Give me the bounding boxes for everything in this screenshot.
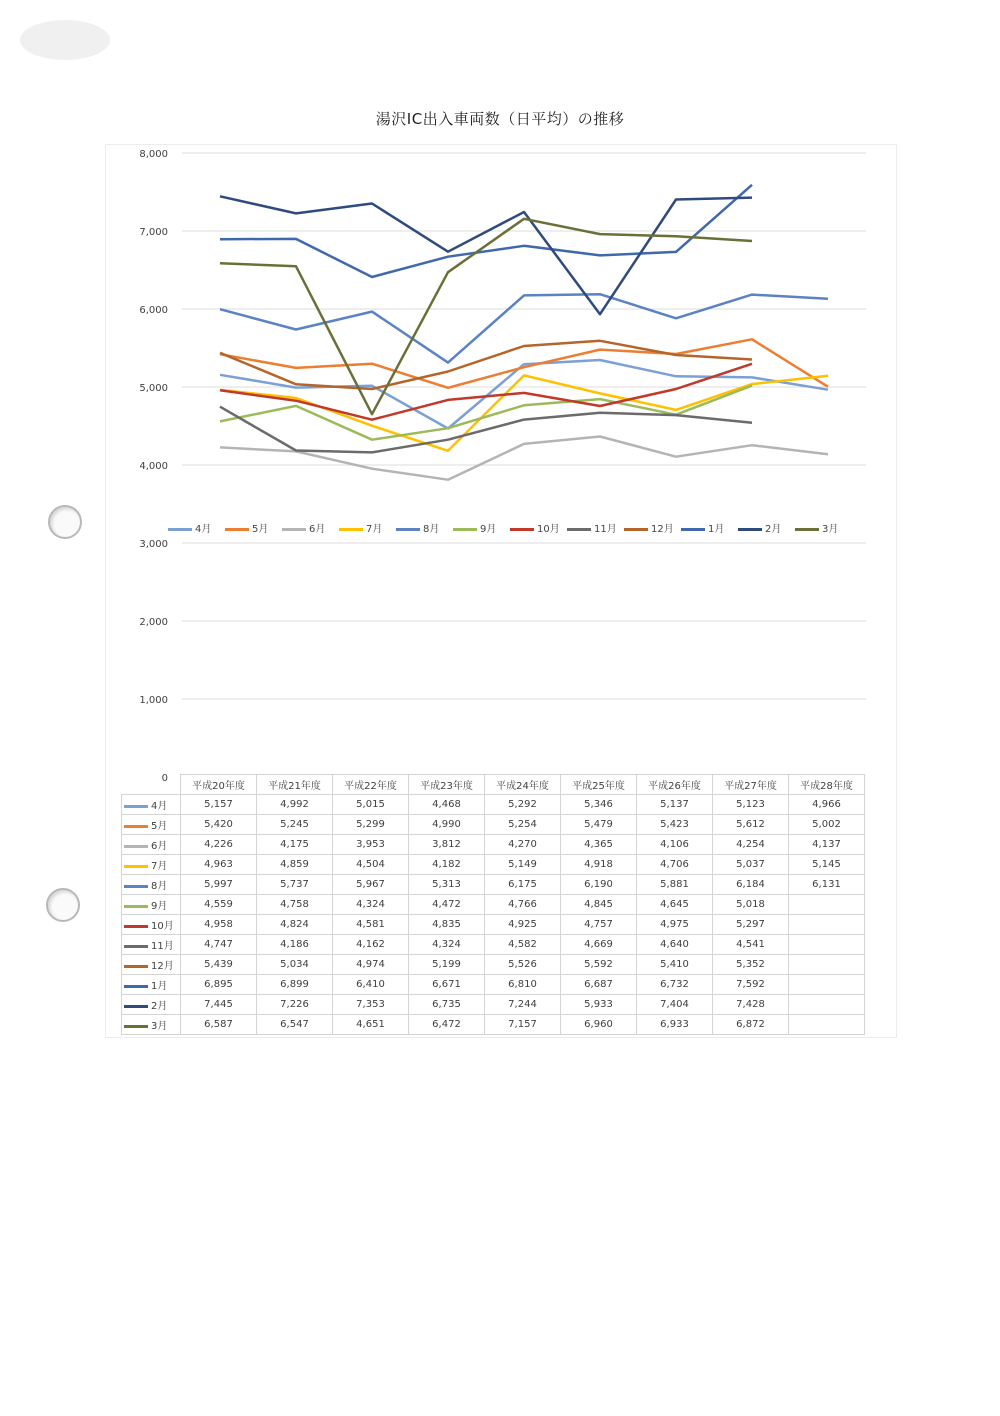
table-cell: 4,958 <box>181 915 257 935</box>
table-cell: 5,123 <box>713 795 789 815</box>
column-header: 平成26年度 <box>637 775 713 795</box>
table-cell: 4,582 <box>485 935 561 955</box>
table-cell: 4,324 <box>333 895 409 915</box>
legend-label: 3月 <box>822 524 839 535</box>
table-cell: 5,254 <box>485 815 561 835</box>
table-cell: 6,899 <box>257 975 333 995</box>
table-cell: 5,015 <box>333 795 409 815</box>
table-row <box>122 995 865 1015</box>
legend-swatch <box>795 528 819 531</box>
table-cell: 4,137 <box>789 835 865 855</box>
row-label: 7月 <box>151 861 168 872</box>
table-cell: 6,895 <box>181 975 257 995</box>
table-cell: 7,428 <box>713 995 789 1015</box>
column-header: 平成28年度 <box>789 775 865 795</box>
y-tick-label: 1,000 <box>139 695 168 706</box>
table-cell: 5,034 <box>257 955 333 975</box>
table-cell: 6,131 <box>789 875 865 895</box>
table-cell: 4,758 <box>257 895 333 915</box>
table-cell: 5,002 <box>789 815 865 835</box>
legend-label: 9月 <box>480 524 497 535</box>
table-cell: 7,592 <box>713 975 789 995</box>
row-swatch <box>124 905 148 908</box>
table-cell: 4,990 <box>409 815 485 835</box>
table-cell: 4,186 <box>257 935 333 955</box>
table-cell: 5,737 <box>257 875 333 895</box>
table-cell: 4,254 <box>713 835 789 855</box>
legend-swatch <box>168 528 192 531</box>
column-header: 平成20年度 <box>181 775 257 795</box>
table-row <box>122 1015 865 1035</box>
table-cell: 4,974 <box>333 955 409 975</box>
table-cell: 4,640 <box>637 935 713 955</box>
row-header <box>122 835 181 855</box>
table-cell: 7,226 <box>257 995 333 1015</box>
legend-label: 8月 <box>423 524 440 535</box>
table-cell: 4,845 <box>561 895 637 915</box>
legend-swatch <box>339 528 363 531</box>
table-cell: 4,925 <box>485 915 561 935</box>
legend-item <box>567 522 617 538</box>
table-cell: 6,732 <box>637 975 713 995</box>
row-swatch <box>124 925 148 928</box>
table-cell: 4,541 <box>713 935 789 955</box>
table-cell: 7,404 <box>637 995 713 1015</box>
punch-hole-top <box>48 505 82 539</box>
legend-label: 2月 <box>765 524 782 535</box>
table-cell: 5,299 <box>333 815 409 835</box>
row-swatch <box>124 965 148 968</box>
table-cell: 7,445 <box>181 995 257 1015</box>
row-label: 9月 <box>151 901 168 912</box>
table-cell: 4,918 <box>561 855 637 875</box>
table-cell: 4,859 <box>257 855 333 875</box>
table-row <box>122 895 865 915</box>
row-label: 4月 <box>151 801 168 812</box>
series-line <box>220 437 828 480</box>
table-cell: 3,812 <box>409 835 485 855</box>
table-cell: 4,226 <box>181 835 257 855</box>
legend-item <box>168 522 211 538</box>
table-cell: 7,157 <box>485 1015 561 1035</box>
row-header <box>122 875 181 895</box>
legend <box>168 522 868 538</box>
row-header <box>122 895 181 915</box>
y-tick-label: 8,000 <box>139 149 168 160</box>
scan-smudge <box>20 20 110 60</box>
column-header: 平成25年度 <box>561 775 637 795</box>
column-header: 平成23年度 <box>409 775 485 795</box>
table-cell: 5,423 <box>637 815 713 835</box>
row-swatch <box>124 985 148 988</box>
table-cell: 6,872 <box>713 1015 789 1035</box>
series-line <box>220 196 752 314</box>
y-tick-label: 4,000 <box>139 461 168 472</box>
row-swatch <box>124 1005 148 1008</box>
table-cell: 5,439 <box>181 955 257 975</box>
table-row <box>122 935 865 955</box>
table-cell: 5,157 <box>181 795 257 815</box>
legend-label: 7月 <box>366 524 383 535</box>
table-cell: 5,612 <box>713 815 789 835</box>
row-label: 12月 <box>151 961 174 972</box>
row-header <box>122 1015 181 1035</box>
table-cell: 6,671 <box>409 975 485 995</box>
column-header: 平成21年度 <box>257 775 333 795</box>
table-cell: 4,559 <box>181 895 257 915</box>
row-header <box>122 975 181 995</box>
y-tick-label: 7,000 <box>139 227 168 238</box>
legend-label: 12月 <box>651 524 674 535</box>
y-tick-label: 5,000 <box>139 383 168 394</box>
table-cell: 5,313 <box>409 875 485 895</box>
table-row <box>122 955 865 975</box>
legend-label: 4月 <box>195 524 212 535</box>
table-cell: 4,766 <box>485 895 561 915</box>
table-row <box>122 855 865 875</box>
table-cell: 6,933 <box>637 1015 713 1035</box>
table-cell: 4,162 <box>333 935 409 955</box>
table-cell: 5,410 <box>637 955 713 975</box>
row-label: 8月 <box>151 881 168 892</box>
table-cell: 4,824 <box>257 915 333 935</box>
table-cell: 5,145 <box>789 855 865 875</box>
table-cell: 6,190 <box>561 875 637 895</box>
table-cell <box>789 895 865 915</box>
table-cell: 5,137 <box>637 795 713 815</box>
table-cell: 5,967 <box>333 875 409 895</box>
table-cell: 4,270 <box>485 835 561 855</box>
legend-label: 10月 <box>537 524 560 535</box>
row-swatch <box>124 885 148 888</box>
table-cell: 5,997 <box>181 875 257 895</box>
legend-swatch <box>738 528 762 531</box>
row-swatch <box>124 805 148 808</box>
legend-swatch <box>225 528 249 531</box>
legend-label: 11月 <box>594 524 617 535</box>
table-cell: 4,106 <box>637 835 713 855</box>
table-cell <box>789 1015 865 1035</box>
row-swatch <box>124 945 148 948</box>
table-cell: 4,835 <box>409 915 485 935</box>
table-cell: 4,182 <box>409 855 485 875</box>
column-header: 平成22年度 <box>333 775 409 795</box>
table-cell: 4,669 <box>561 935 637 955</box>
table-cell: 4,468 <box>409 795 485 815</box>
legend-item <box>339 522 382 538</box>
table-cell: 5,881 <box>637 875 713 895</box>
column-header: 平成27年度 <box>713 775 789 795</box>
legend-item <box>282 522 325 538</box>
table-cell: 5,292 <box>485 795 561 815</box>
row-header <box>122 815 181 835</box>
table-cell: 4,651 <box>333 1015 409 1035</box>
table-row <box>122 975 865 995</box>
table-cell: 5,149 <box>485 855 561 875</box>
legend-swatch <box>681 528 705 531</box>
series-line <box>220 294 828 362</box>
row-swatch <box>124 1025 148 1028</box>
table-cell: 5,199 <box>409 955 485 975</box>
series-line <box>220 360 828 429</box>
table-cell: 5,526 <box>485 955 561 975</box>
table-row <box>122 795 865 815</box>
column-header: 平成24年度 <box>485 775 561 795</box>
row-swatch <box>124 845 148 848</box>
table-cell: 3,953 <box>333 835 409 855</box>
legend-item <box>681 522 724 538</box>
row-label: 3月 <box>151 1021 168 1032</box>
table-cell: 5,346 <box>561 795 637 815</box>
legend-swatch <box>624 528 648 531</box>
table-cell: 4,365 <box>561 835 637 855</box>
row-swatch <box>124 865 148 868</box>
table-cell: 6,735 <box>409 995 485 1015</box>
table-cell: 6,547 <box>257 1015 333 1035</box>
table-cell: 4,645 <box>637 895 713 915</box>
table-cell: 7,353 <box>333 995 409 1015</box>
table-row <box>122 915 865 935</box>
table-cell: 6,810 <box>485 975 561 995</box>
table-cell: 4,504 <box>333 855 409 875</box>
chart-title: 湯沢IC出入車両数（日平均）の推移 <box>375 110 625 128</box>
table-cell: 6,410 <box>333 975 409 995</box>
row-label: 6月 <box>151 841 168 852</box>
table-cell: 6,472 <box>409 1015 485 1035</box>
legend-swatch <box>567 528 591 531</box>
legend-item <box>396 522 439 538</box>
legend-swatch <box>396 528 420 531</box>
table-cell: 4,706 <box>637 855 713 875</box>
table-cell: 4,175 <box>257 835 333 855</box>
table-row <box>122 875 865 895</box>
y-tick-label: 0 <box>161 773 168 784</box>
y-tick-label: 3,000 <box>139 539 168 550</box>
table-cell: 4,581 <box>333 915 409 935</box>
series-line <box>220 341 752 389</box>
row-label: 5月 <box>151 821 168 832</box>
table-cell: 4,747 <box>181 935 257 955</box>
table-cell: 5,933 <box>561 995 637 1015</box>
table-cell <box>789 955 865 975</box>
row-swatch <box>124 825 148 828</box>
table-corner <box>122 775 181 795</box>
table-cell: 6,960 <box>561 1015 637 1035</box>
table-cell: 5,420 <box>181 815 257 835</box>
legend-swatch <box>282 528 306 531</box>
legend-item <box>738 522 781 538</box>
table-cell: 4,472 <box>409 895 485 915</box>
row-header <box>122 855 181 875</box>
table-cell: 4,992 <box>257 795 333 815</box>
data-table <box>121 774 865 1035</box>
table-cell: 6,175 <box>485 875 561 895</box>
row-header <box>122 935 181 955</box>
row-header <box>122 915 181 935</box>
table-row <box>122 835 865 855</box>
table-cell: 5,018 <box>713 895 789 915</box>
row-header <box>122 995 181 1015</box>
legend-swatch <box>510 528 534 531</box>
legend-item <box>510 522 560 538</box>
table-cell: 5,479 <box>561 815 637 835</box>
y-tick-label: 6,000 <box>139 305 168 316</box>
table-cell: 4,324 <box>409 935 485 955</box>
table-row <box>122 815 865 835</box>
table-cell: 4,966 <box>789 795 865 815</box>
table-cell: 5,037 <box>713 855 789 875</box>
legend-item <box>795 522 838 538</box>
table-cell <box>789 935 865 955</box>
table-cell: 4,757 <box>561 915 637 935</box>
row-header <box>122 795 181 815</box>
legend-item <box>225 522 268 538</box>
table-cell: 7,244 <box>485 995 561 1015</box>
table-cell: 6,687 <box>561 975 637 995</box>
table-cell: 5,592 <box>561 955 637 975</box>
table-cell: 4,975 <box>637 915 713 935</box>
row-header <box>122 955 181 975</box>
table-cell: 5,245 <box>257 815 333 835</box>
y-tick-label: 2,000 <box>139 617 168 628</box>
table-cell: 4,963 <box>181 855 257 875</box>
table-cell <box>789 995 865 1015</box>
row-label: 2月 <box>151 1001 168 1012</box>
table-cell <box>789 975 865 995</box>
legend-item <box>624 522 674 538</box>
row-label: 1月 <box>151 981 168 992</box>
legend-swatch <box>453 528 477 531</box>
legend-label: 1月 <box>708 524 725 535</box>
punch-hole-bottom <box>46 888 80 922</box>
series-line <box>220 364 752 420</box>
legend-label: 5月 <box>252 524 269 535</box>
row-label: 11月 <box>151 941 174 952</box>
table-cell <box>789 915 865 935</box>
table-cell: 6,587 <box>181 1015 257 1035</box>
table-cell: 5,297 <box>713 915 789 935</box>
table-cell: 6,184 <box>713 875 789 895</box>
legend-item <box>453 522 496 538</box>
row-label: 10月 <box>151 921 174 932</box>
legend-label: 6月 <box>309 524 326 535</box>
table-cell: 5,352 <box>713 955 789 975</box>
